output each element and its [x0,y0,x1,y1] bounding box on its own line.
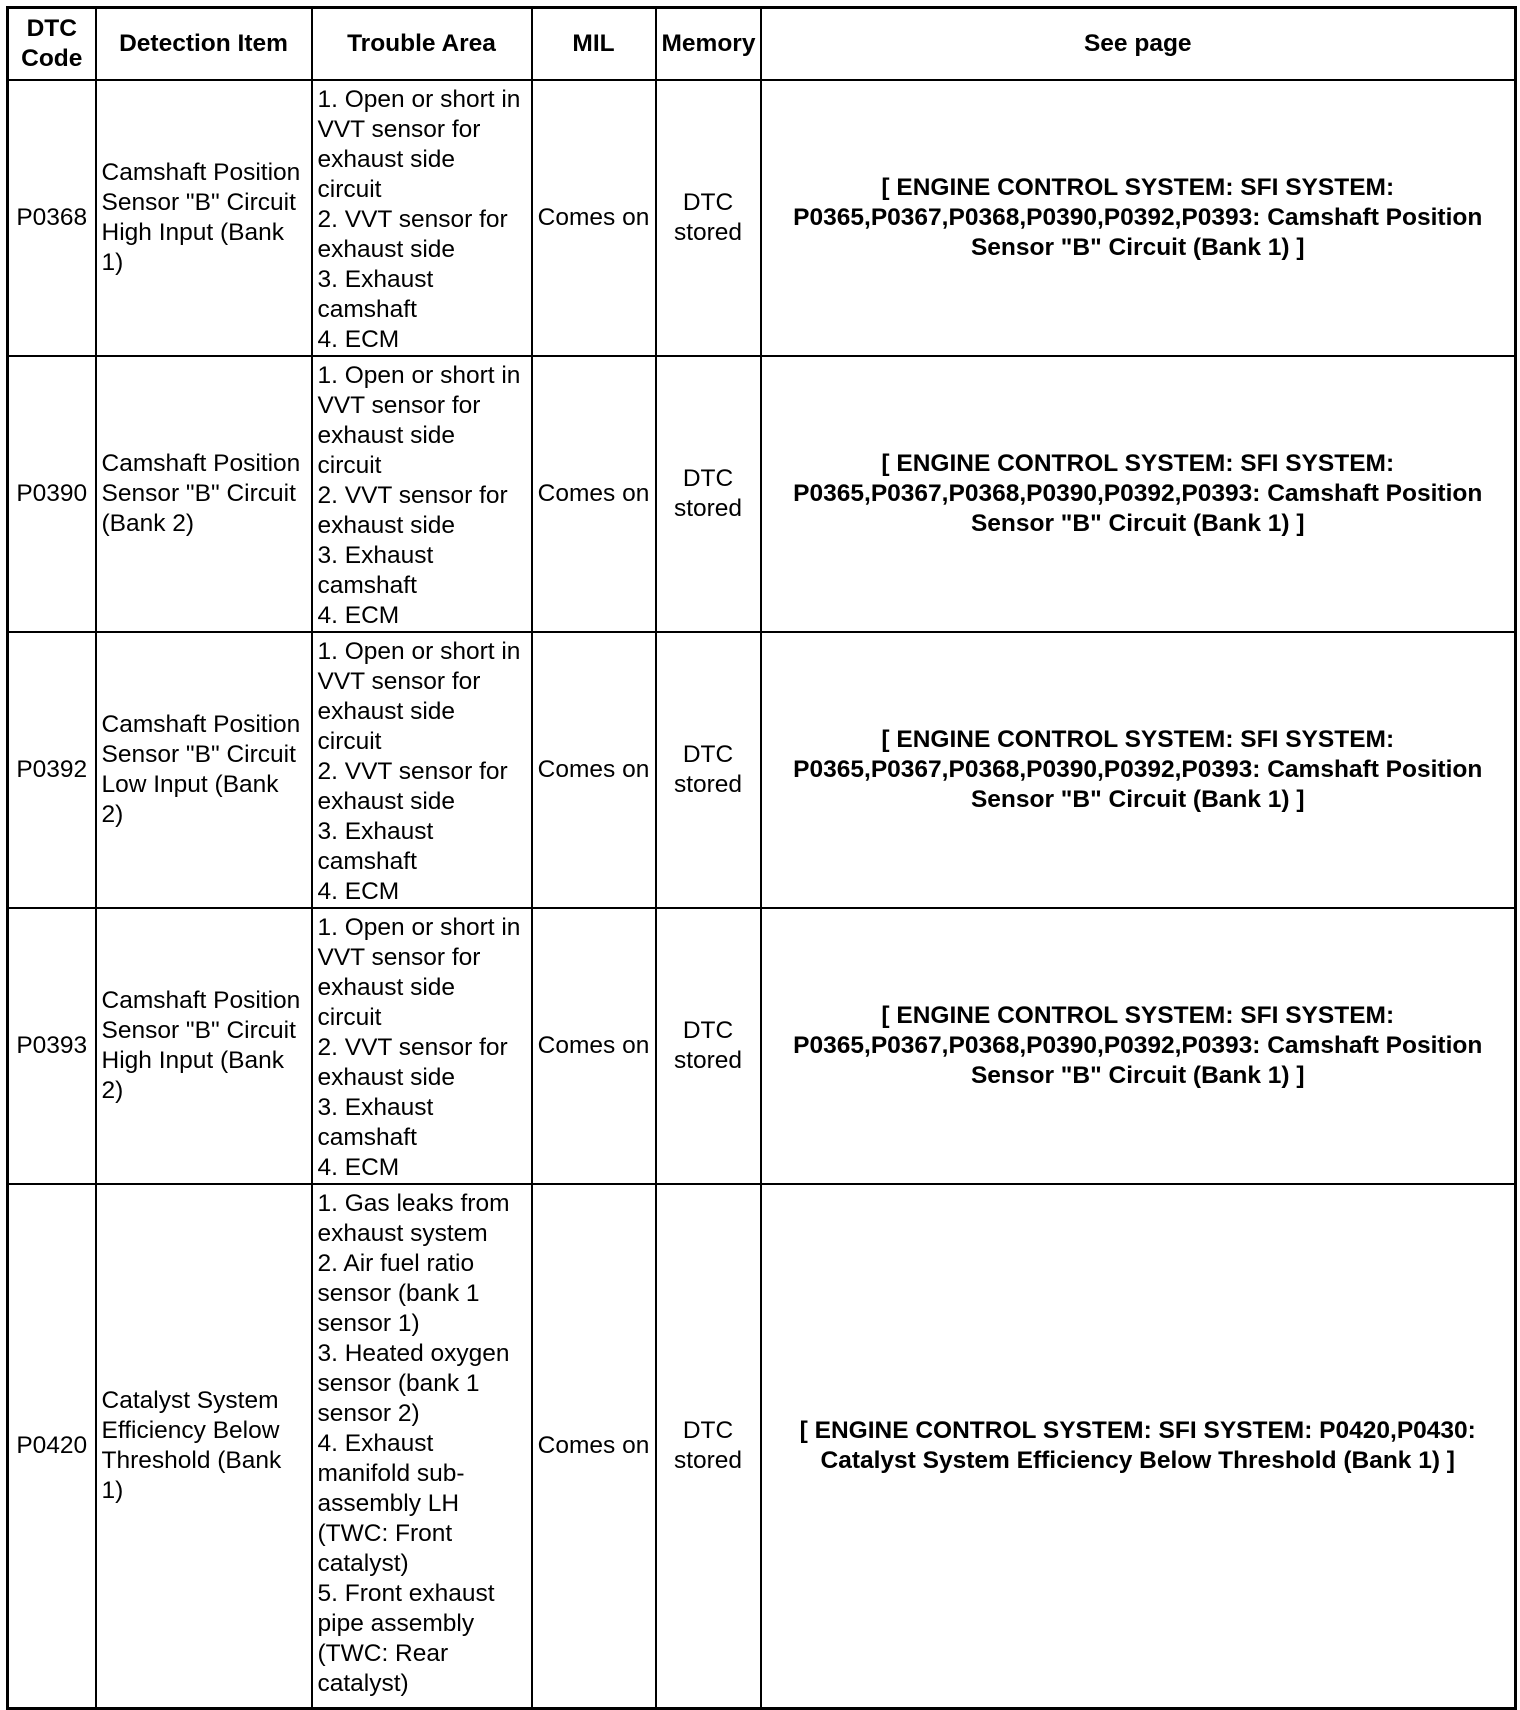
mil-cell: Comes on [532,632,656,908]
dtc-table [6,6,1517,1710]
mil-cell: Comes on [532,80,656,356]
table-row [8,632,1516,908]
dtc-code-cell: P0390 [8,356,96,632]
see-page-link[interactable]: [ ENGINE CONTROL SYSTEM: SFI SYSTEM: P0365,P0367,P0368,P0390,P0392,P0393: Camshaft Position Sensor "B" Circuit (Bank 1) ] [761,356,1516,632]
trouble-area-item: 5. Front exhaust pipe assembly (TWC: Rear catalyst) [317,1579,495,1697]
trouble-area-item: 1. Open or short in VVT sensor for exhaust side circuit [317,361,521,479]
trouble-area-cell [312,908,532,1184]
detection-item-cell: Camshaft Position Sensor "B" Circuit High Input (Bank 1) [96,80,312,356]
trouble-area-item: 3. Heated oxygen sensor (bank 1 sensor 2) [317,1339,510,1427]
table-row [8,908,1516,1184]
trouble-area-item: 3. Exhaust camshaft [317,1093,434,1151]
trouble-area-item: 4. ECM [317,877,400,905]
mil-cell: Comes on [532,908,656,1184]
trouble-area-cell [312,356,532,632]
mil-cell: Comes on [532,356,656,632]
trouble-area-item: 1. Gas leaks from exhaust system [317,1189,510,1247]
dtc-code-cell: P0420 [8,1184,96,1709]
trouble-area-item: 4. Exhaust manifold sub-assembly LH (TWC: Front catalyst) [317,1429,465,1577]
trouble-area-item: 2. VVT sensor for exhaust side [317,205,508,263]
trouble-area-item: 4. ECM [317,601,400,629]
dtc-code-cell: P0392 [8,632,96,908]
see-page-link[interactable]: [ ENGINE CONTROL SYSTEM: SFI SYSTEM: P0365,P0367,P0368,P0390,P0392,P0393: Camshaft Position Sensor "B" Circuit (Bank 1) ] [761,80,1516,356]
dtc-code-cell: P0393 [8,908,96,1184]
header-memory: Memory [656,8,761,80]
detection-item-cell: Catalyst System Efficiency Below Threshold (Bank 1) [96,1184,312,1709]
mil-cell: Comes on [532,1184,656,1709]
memory-cell: DTC stored [656,80,761,356]
trouble-area-cell [312,632,532,908]
trouble-area-item: 3. Exhaust camshaft [317,817,434,875]
see-page-link[interactable]: [ ENGINE CONTROL SYSTEM: SFI SYSTEM: P0365,P0367,P0368,P0390,P0392,P0393: Camshaft Position Sensor "B" Circuit (Bank 1) ] [761,632,1516,908]
trouble-area-item: 2. Air fuel ratio sensor (bank 1 sensor 1) [317,1249,480,1337]
header-dtc-code: DTC Code [8,8,96,80]
detection-item-cell: Camshaft Position Sensor "B" Circuit High Input (Bank 2) [96,908,312,1184]
trouble-area-item: 2. VVT sensor for exhaust side [317,481,508,539]
memory-cell: DTC stored [656,356,761,632]
trouble-area-item: 1. Open or short in VVT sensor for exhaust side circuit [317,637,521,755]
header-detection-item: Detection Item [96,8,312,80]
table-row [8,80,1516,356]
header-row [8,8,1516,80]
dtc-code-cell: P0368 [8,80,96,356]
see-page-link[interactable]: [ ENGINE CONTROL SYSTEM: SFI SYSTEM: P0365,P0367,P0368,P0390,P0392,P0393: Camshaft Position Sensor "B" Circuit (Bank 1) ] [761,908,1516,1184]
trouble-area-cell [312,1184,532,1709]
trouble-area-item: 1. Open or short in VVT sensor for exhaust side circuit [317,85,521,203]
table-row [8,356,1516,632]
header-see-page: See page [761,8,1516,80]
trouble-area-item: 3. Exhaust camshaft [317,541,434,599]
header-trouble-area: Trouble Area [312,8,532,80]
detection-item-cell: Camshaft Position Sensor "B" Circuit Low Input (Bank 2) [96,632,312,908]
trouble-area-item: 4. ECM [317,325,400,353]
trouble-area-item: 2. VVT sensor for exhaust side [317,1033,508,1091]
memory-cell: DTC stored [656,632,761,908]
trouble-area-item: 4. ECM [317,1153,400,1181]
detection-item-cell: Camshaft Position Sensor "B" Circuit (Bank 2) [96,356,312,632]
see-page-link[interactable]: [ ENGINE CONTROL SYSTEM: SFI SYSTEM: P0420,P0430: Catalyst System Efficiency Below Threshold (Bank 1) ] [761,1184,1516,1709]
memory-cell: DTC stored [656,1184,761,1709]
trouble-area-item: 3. Exhaust camshaft [317,265,434,323]
table-row [8,1184,1516,1709]
trouble-area-cell [312,80,532,356]
trouble-area-item: 1. Open or short in VVT sensor for exhaust side circuit [317,913,521,1031]
memory-cell: DTC stored [656,908,761,1184]
header-mil: MIL [532,8,656,80]
trouble-area-item: 2. VVT sensor for exhaust side [317,757,508,815]
